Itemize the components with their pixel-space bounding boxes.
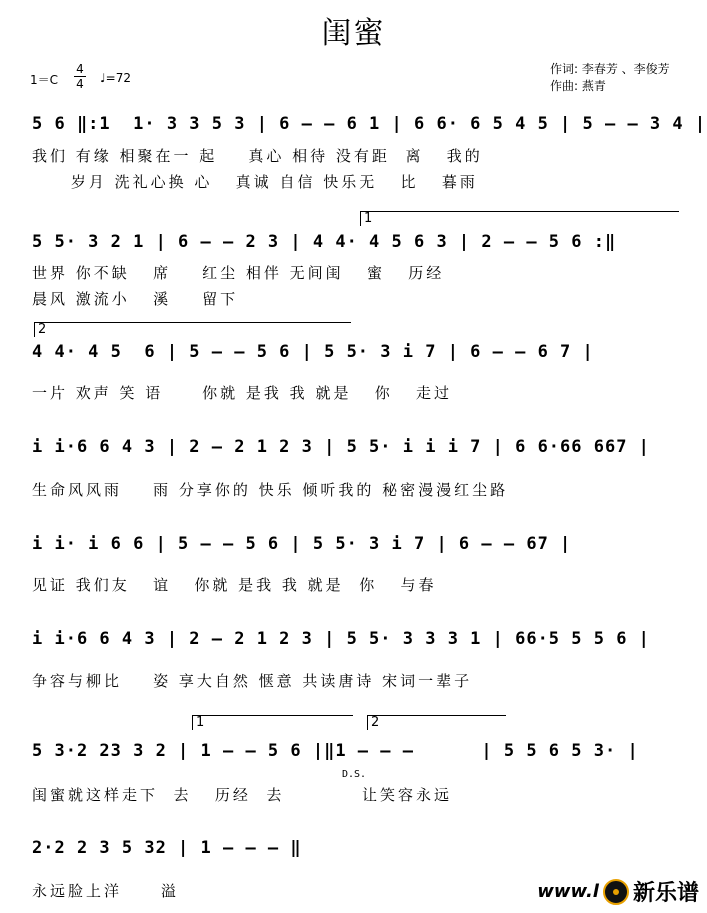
notation-row-2: 5 5· 3 2 1 | 6 – – 2 3 | 4 4· 4 5 6 3 | 2 – – 5 6 :‖ <box>32 232 617 252</box>
volta-row-7-first-number: 1 <box>196 715 205 730</box>
lyrics-row-4: 生命风风雨 雨 分享你的 快乐 倾听我的 秘密漫漫红尘路 <box>32 481 509 499</box>
lyrics-row-1-verse-2: 岁月 洗礼心换 心 真诚 自信 快乐无 比 暮雨 <box>32 173 478 191</box>
site-watermark <box>537 876 699 907</box>
lyrics-row-2-verse-2: 晨风 激流小 溪 留下 <box>32 290 239 308</box>
volta-first-ending <box>360 211 679 226</box>
watermark-brand: 新乐谱 <box>632 881 699 906</box>
ds-marking: D.S. <box>342 769 367 780</box>
notation-row-4: i i·6 6 4 3 | 2 – 2 1 2 3 | 5 5· i i i 7 | 6 6·66 667 | <box>32 437 650 457</box>
record-disc-icon <box>603 879 629 905</box>
lyrics-row-8: 永远脸上洋 溢 <box>32 882 179 900</box>
volta-row-7-second <box>367 715 506 730</box>
notation-row-7: 5 3·2 23 3 2 | 1 – – 5 6 |‖1 – – – | 5 5 6 5 3· | <box>32 741 639 761</box>
time-signature-bottom: 4 <box>76 77 84 91</box>
notation-row-5: i i· i 6 6 | 5 – – 5 6 | 5 5· 3 i 7 | 6 – – 67 | <box>32 534 572 554</box>
lyricist-credit: 作词: 李春芳 、李俊芳 <box>550 62 670 76</box>
lyrics-row-6: 争容与柳比 姿 享大自然 惬意 共读唐诗 宋词一辈子 <box>32 672 473 690</box>
watermark-url: www.l <box>537 881 599 902</box>
notation-row-1: 5 6 ‖:1 1· 3 3 5 3 | 6 – – 6 1 | 6 6· 6 5 4 5 | 5 – – 3 4 | <box>32 114 707 134</box>
volta-row-7-first <box>192 715 353 730</box>
lyrics-row-1-verse-1: 我们 有缘 相聚在一 起 真心 相待 没有距 离 我的 <box>32 147 483 165</box>
tempo-marking: ♩=72 <box>100 71 131 85</box>
volta-second-number: 2 <box>38 322 47 337</box>
lyrics-row-2-verse-1: 世界 你不缺 席 红尘 相伴 无间闺 蜜 历经 <box>32 264 445 282</box>
lyrics-row-7: 闺蜜就这样走下 去 历经 去 让笑容永远 <box>32 786 453 804</box>
lyrics-row-5: 见证 我们友 谊 你就 是我 我 就是 你 与春 <box>32 576 437 594</box>
lyrics-row-3: 一片 欢声 笑 语 你就 是我 我 就是 你 走过 <box>32 384 453 402</box>
key-signature: 1＝C <box>30 73 59 87</box>
song-title: 闺蜜 <box>321 16 386 51</box>
notation-row-3: 4 4· 4 5 6 | 5 – – 5 6 | 5 5· 3 i 7 | 6 – – 6 7 | <box>32 342 594 362</box>
composer-credit: 作曲: 燕青 <box>550 79 606 93</box>
notation-row-6: i i·6 6 4 3 | 2 – 2 1 2 3 | 5 5· 3 3 3 1 | 66·5 5 5 6 | <box>32 629 650 649</box>
time-signature <box>74 62 86 91</box>
volta-second-ending <box>34 322 351 337</box>
notation-row-8: 2·2 2 3 5 32 | 1 – – – ‖ <box>32 838 302 858</box>
time-signature-top: 4 <box>76 62 84 76</box>
volta-first-number: 1 <box>364 211 373 226</box>
volta-row-7-second-number: 2 <box>371 715 380 730</box>
